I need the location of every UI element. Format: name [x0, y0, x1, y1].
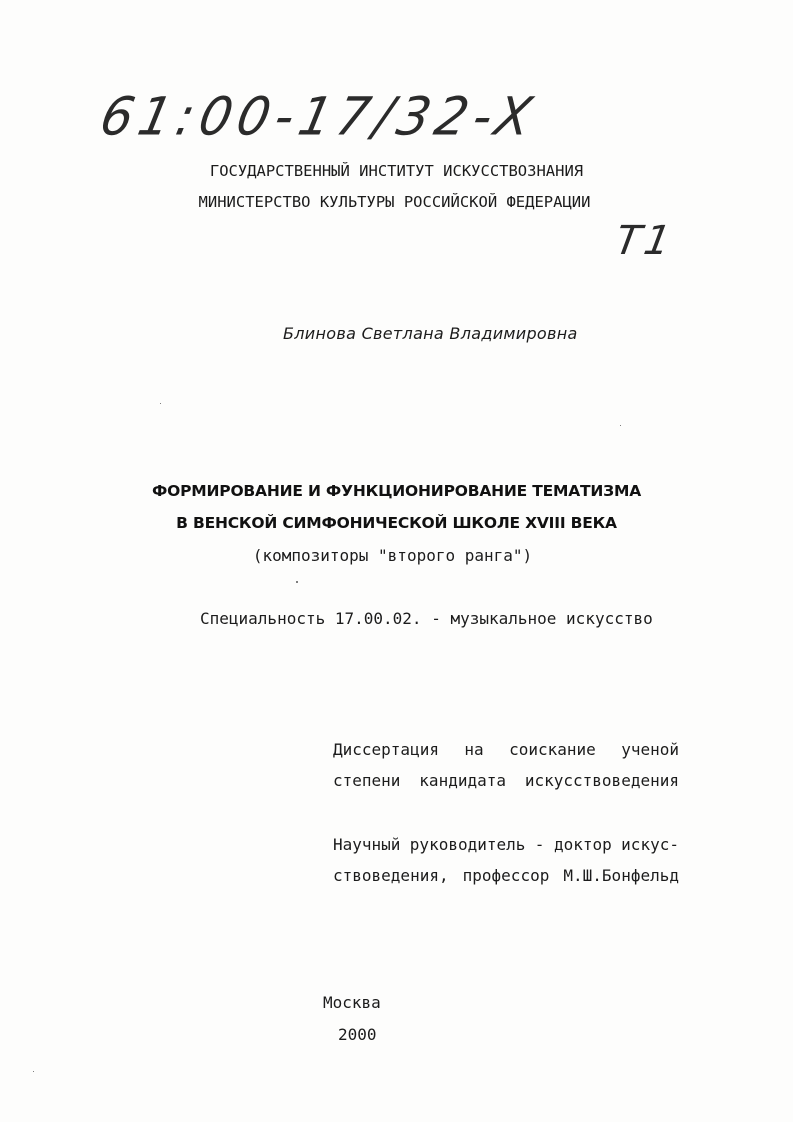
degree-word: искусствоведения: [524, 771, 679, 790]
supervisor-word: М.Ш.Бонфельд: [563, 866, 679, 885]
degree-line-2: [333, 765, 679, 796]
supervisor-word: профессор: [462, 866, 550, 885]
institute-name: ГОСУДАРСТВЕННЫЙ ИНСТИТУТ ИСКУССТВОЗНАНИЯ: [209, 162, 584, 180]
supervisor-word: Научный: [333, 835, 401, 854]
degree-word: ученой: [621, 740, 679, 759]
scan-speck: [33, 1071, 34, 1072]
supervisor-line-1: [333, 829, 679, 860]
degree-line-1: [333, 734, 679, 765]
scan-speck: [296, 581, 298, 583]
supervisor-word: руководитель: [409, 835, 526, 854]
city: Москва: [323, 993, 381, 1012]
supervisor-line-2: [333, 860, 679, 891]
supervisor-word: искус-: [621, 835, 679, 854]
degree-word: на: [464, 740, 484, 759]
ministry-name: МИНИСТЕРСТВО КУЛЬТУРЫ РОССИЙСКОЙ ФЕДЕРАЦИИ: [198, 193, 591, 211]
dissertation-title-line-2: В ВЕНСКОЙ СИМФОНИЧЕСКОЙ ШКОЛЕ XVIII ВЕКА: [176, 514, 617, 532]
author-name: Блинова Светлана Владимировна: [283, 324, 578, 343]
scan-speck: [160, 403, 161, 404]
dissertation-subtitle: (композиторы "второго ранга"): [252, 546, 533, 565]
supervisor-statement: [333, 829, 679, 891]
degree-word: соискание: [509, 740, 596, 759]
degree-word: кандидата: [419, 771, 506, 790]
dissertation-title-line-1: ФОРМИРОВАНИЕ И ФУНКЦИОНИРОВАНИЕ ТЕМАТИЗМА: [151, 482, 642, 500]
scan-speck: [620, 425, 621, 426]
degree-word: Диссертация: [333, 740, 439, 759]
copy-mark-handwriting: T1: [611, 218, 678, 264]
degree-word: степени: [333, 771, 401, 790]
year: 2000: [338, 1025, 377, 1044]
supervisor-word: - доктор: [534, 835, 612, 854]
degree-statement: [333, 734, 679, 796]
supervisor-word: ствоведения,: [333, 866, 449, 885]
archive-code-handwriting: 61:00-17/32-X: [95, 86, 543, 147]
specialty-line: Специальность 17.00.02. - музыкальное искусство: [200, 609, 653, 628]
